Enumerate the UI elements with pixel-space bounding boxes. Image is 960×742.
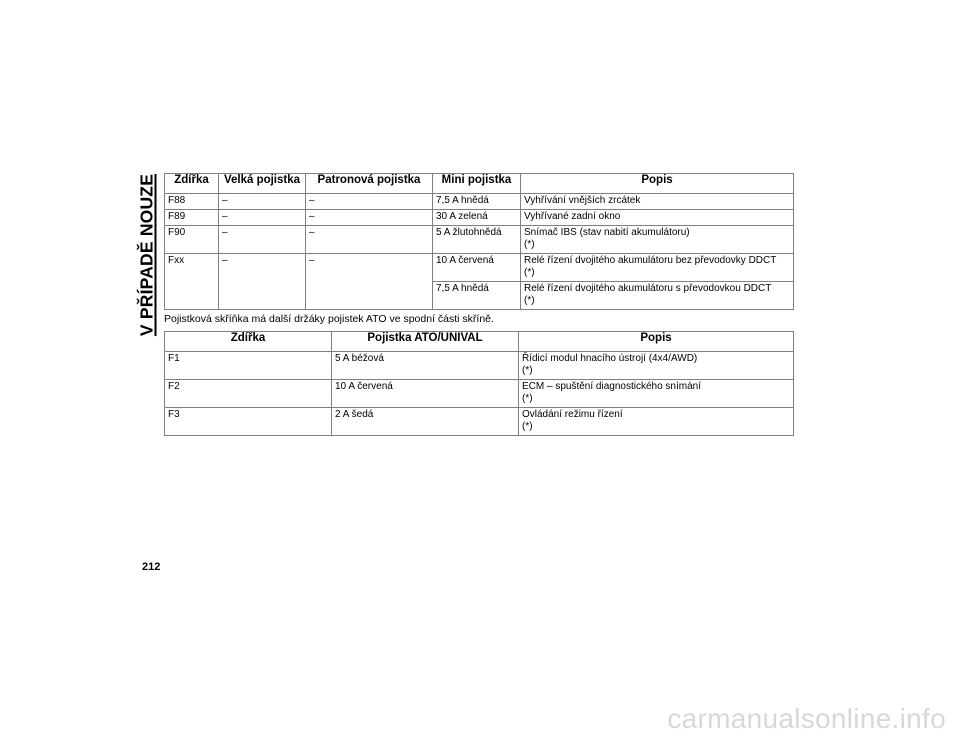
cell-slot: F90 (165, 226, 219, 254)
cell-description (521, 226, 794, 254)
cell-description (519, 352, 794, 380)
description-line: Relé řízení dvojitého akumulátoru bez převodovky DDCT (524, 255, 777, 266)
footnote-marker: (*) (522, 421, 533, 432)
description-line: Řídicí modul hnacího ústrojí (4x4/AWD) (522, 353, 698, 364)
table-header-row (165, 332, 794, 352)
description-line: ECM – spuštění diagnostického snímání (522, 381, 701, 392)
col-header-cartridge-fuse: Patronová pojistka (306, 174, 433, 194)
cell-description (521, 254, 794, 282)
col-header-slot: Zdířka (165, 174, 219, 194)
section-side-title (136, 172, 158, 337)
cell-cartridge-fuse: – (306, 226, 433, 254)
description-line: Vyhřívání vnějších zrcátek (524, 195, 641, 206)
fuse-box-note: Pojistková skříňka má další držáky pojistek ATO ve spodní části skříně. (164, 313, 494, 325)
footnote-marker: (*) (522, 393, 533, 404)
table-row (165, 408, 794, 436)
cell-large-fuse: – (219, 210, 306, 226)
footnote-marker: (*) (524, 267, 535, 278)
col-header-large-fuse: Velká pojistka (219, 174, 306, 194)
table-row (165, 226, 794, 254)
description-line: Ovládání režimu řízení (522, 409, 623, 420)
cell-description (521, 282, 794, 310)
cell-large-fuse: – (219, 194, 306, 210)
table-header-row (165, 174, 794, 194)
table-row (165, 194, 794, 210)
cell-mini-fuse: 5 A žlutohnědá (433, 226, 521, 254)
fuse-table-main (164, 173, 794, 310)
cell-description (521, 194, 794, 210)
cell-slot: F2 (165, 380, 332, 408)
cell-cartridge-fuse: – (306, 194, 433, 210)
cell-ato-fuse: 10 A červená (332, 380, 519, 408)
table-row (165, 352, 794, 380)
description-line: Relé řízení dvojitého akumulátoru s převodovkou DDCT (524, 283, 772, 294)
cell-large-fuse: – (219, 226, 306, 254)
cell-mini-fuse: 30 A zelená (433, 210, 521, 226)
footnote-marker: (*) (524, 295, 535, 306)
cell-ato-fuse: 5 A béžová (332, 352, 519, 380)
page-number: 212 (142, 561, 161, 573)
cell-slot: F88 (165, 194, 219, 210)
table-row (165, 254, 794, 282)
cell-slot: F3 (165, 408, 332, 436)
cell-large-fuse: – (219, 254, 306, 310)
col-header-description: Popis (519, 332, 794, 352)
table-row (165, 210, 794, 226)
cell-ato-fuse: 2 A šedá (332, 408, 519, 436)
cell-slot: F1 (165, 352, 332, 380)
cell-slot: F89 (165, 210, 219, 226)
cell-cartridge-fuse: – (306, 210, 433, 226)
col-header-description: Popis (521, 174, 794, 194)
cell-cartridge-fuse: – (306, 254, 433, 310)
fuse-table-ato (164, 331, 794, 436)
description-line: Vyhřívané zadní okno (524, 211, 621, 222)
cell-description (519, 380, 794, 408)
section-side-title-text: V PŘÍPADĚ NOUZE (136, 173, 157, 336)
description-line: Snímač IBS (stav nabití akumulátoru) (524, 227, 690, 238)
cell-mini-fuse: 7,5 A hnědá (433, 194, 521, 210)
col-header-mini-fuse: Mini pojistka (433, 174, 521, 194)
footnote-marker: (*) (524, 239, 535, 250)
cell-slot: Fxx (165, 254, 219, 310)
cell-mini-fuse: 7,5 A hnědá (433, 282, 521, 310)
col-header-ato-fuse: Pojistka ATO/UNIVAL (332, 332, 519, 352)
table-row (165, 380, 794, 408)
cell-description (521, 210, 794, 226)
cell-mini-fuse: 10 A červená (433, 254, 521, 282)
col-header-slot: Zdířka (165, 332, 332, 352)
cell-description (519, 408, 794, 436)
watermark-text: carmanualsonline.info (667, 703, 946, 734)
footnote-marker: (*) (522, 365, 533, 376)
